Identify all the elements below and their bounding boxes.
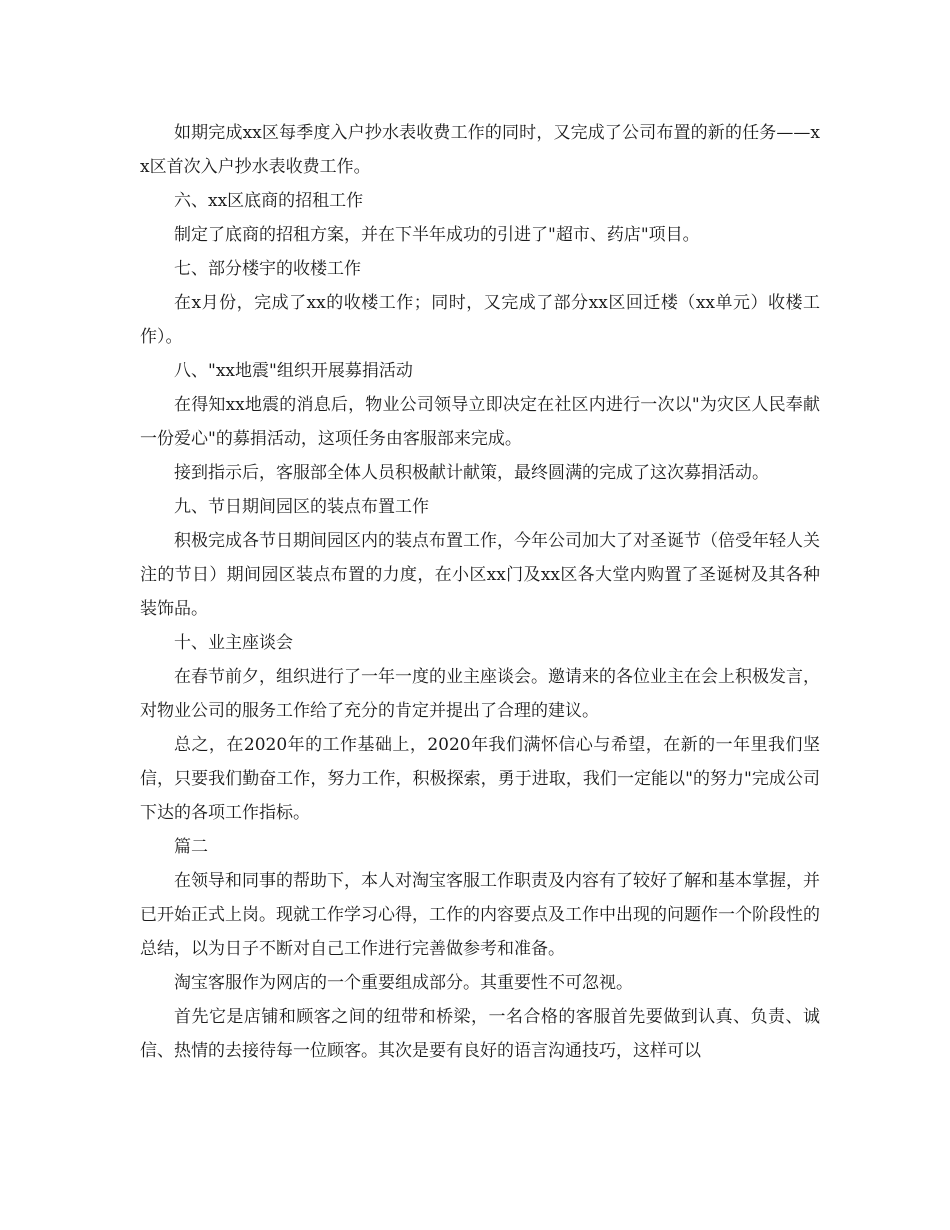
paragraph: 在领导和同事的帮助下，本人对淘宝客服工作职责及内容有了较好了解和基本掌握，并已开始正式上岗。现就工作学习心得，工作的内容要点及工作中出现的问题作一个阶段性的总结，以为日子不断对自己工作进行完善做参考和准备。 (140, 871, 820, 959)
paragraph: 在x月份，完成了xx的收楼工作；同时，又完成了部分xx区回迁楼（xx单元）收楼工作）。 (140, 293, 820, 347)
section-heading: 九、节日期间园区的装点布置工作 (174, 497, 429, 517)
paragraph: 如期完成xx区每季度入户抄水表收费工作的同时，又完成了公司布置的新的任务——xx区首次入户抄水表收费工作。 (140, 123, 820, 177)
section-heading: 六、xx区底商的招租工作 (174, 191, 364, 211)
paragraph: 在得知xx地震的消息后，物业公司领导立即决定在社区内进行一次以"为灾区人民奉献一份爱心"的募捐活动，这项任务由客服部来完成。 (140, 395, 820, 449)
paragraph: 积极完成各节日期间园区内的装点布置工作，今年公司加大了对圣诞节（倍受年轻人关注的节日）期间园区装点布置的力度，在小区xx门及xx区各大堂内购置了圣诞树及其各种装饰品。 (140, 531, 820, 619)
section-heading: 十、业主座谈会 (174, 633, 293, 653)
paragraph: 首先它是店铺和顾客之间的纽带和桥梁，一名合格的客服首先要做到认真、负责、诚信、热情的去接待每一位顾客。其次是要有良好的语言沟通技巧，这样可以 (140, 1007, 820, 1061)
paragraph: 在春节前夕，组织进行了一年一度的业主座谈会。邀请来的各位业主在会上积极发言，对物业公司的服务工作给了充分的肯定并提出了合理的建议。 (140, 667, 820, 721)
section-heading: 八、"xx地震"组织开展募捐活动 (174, 361, 413, 381)
section-heading: 七、部分楼宇的收楼工作 (174, 259, 361, 279)
paragraph: 淘宝客服作为网店的一个重要组成部分。其重要性不可忽视。 (174, 973, 633, 993)
paragraph: 接到指示后，客服部全体人员积极献计献策，最终圆满的完成了这次募捐活动。 (174, 463, 769, 483)
section-heading: 篇二 (174, 837, 208, 857)
document-page (140, 116, 820, 1068)
paragraph: 制定了底商的招租方案，并在下半年成功的引进了"超市、药店"项目。 (174, 225, 700, 245)
paragraph: 总之，在2020年的工作基础上，2020年我们满怀信心与希望，在新的一年里我们坚信，只要我们勤奋工作，努力工作，积极探索，勇于进取，我们一定能以"的努力"完成公司下达的各项工作指标。 (140, 735, 820, 823)
